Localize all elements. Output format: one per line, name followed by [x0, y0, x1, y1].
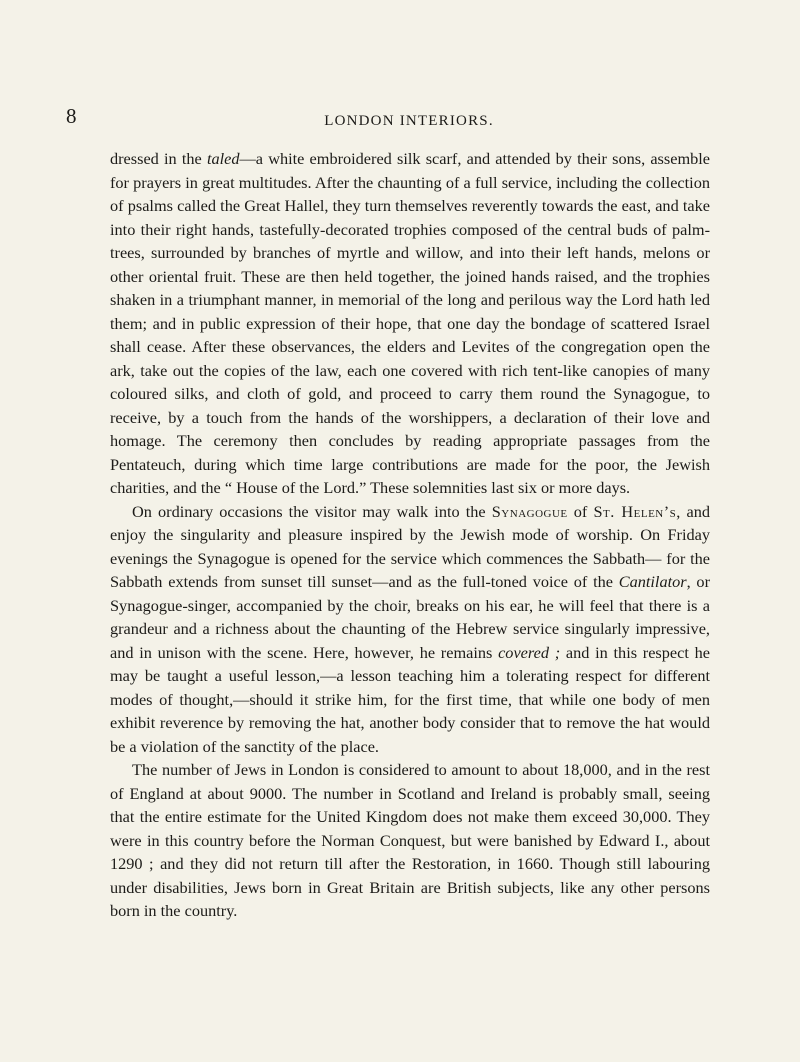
paragraph-3-text-a: The number of Jews in London is considered to amount to about 18,000, and in the rest of England at about 9000. The number in Scotland and Ireland is probably small, seeing that the entire estimate for the United Kingdom does not make them exceed 30,000. They were in this country before the Norman Conquest, but were banished by Edward I., about 1290 ; and they did not return till after the Restoration, in 1660. Though still labouring under disabilities, Jews born in Great Britain are British subjects, like any other persons born in the country.	[110, 760, 710, 920]
page-number: 8	[66, 104, 77, 128]
paragraph-1	[110, 147, 710, 500]
paragraph-1-text-a: dressed in the	[110, 149, 207, 168]
paragraph-2-italic-covered: covered ;	[498, 642, 561, 662]
paragraph-3	[110, 758, 710, 923]
paragraph-2-italic-cantilator: Cantilator	[618, 572, 687, 591]
paragraph-2-text-e: , and enjoy the singularity and pleasure inspired by the Jewish mode of worship. On Friday evenings the Synagogue is opened for the service which commences the Sabbath— for the Sabbath extends from sunset till sunset—and as the full-toned voice of the	[110, 501, 710, 591]
paragraph-2	[110, 500, 710, 759]
paragraph-2-text-i: and in this respect he may be taught a useful lesson,—a lesson teaching him a tolerating respect for different modes of thought,—should it strike him, for the first time, that while one body of men exhibit reverence by removing the hat, another body consider that to remove the hat would be a violation of the sanctity of the place.	[110, 642, 710, 756]
body-text	[110, 147, 710, 923]
paragraph-1-italic-taled: taled	[206, 149, 240, 168]
paragraph-2-text-g: , or Synagogue-singer, accompanied by the choir, breaks on his ear, he will feel that there is a grandeur and a richness about the chaunting of the Hebrew service singularly impressive, and in unison with the scene. Here, however, he remains	[110, 572, 710, 662]
paragraph-2-smallcaps-synagogue: Synagogue	[491, 501, 568, 521]
paragraph-2-text-a: On ordinary occasions the visitor may walk into the	[132, 501, 492, 521]
running-title	[0, 112, 800, 130]
paragraph-2-text-c: of	[567, 501, 594, 521]
paragraph-1-text-c: —a white embroidered silk scarf, and attended by their sons, assemble for prayers in great multitudes. After the chaunting of a full service, including the collection of psalms called the Great Hallel, they turn themselves reverently towards the east, and take into their right hands, tastefully-decorated trophies composed of the central buds of palm-trees, surrounded by branches of myrtle and willow, and into their left hands, melons or other oriental fruit. These are then held together, the joined hands raised, and the trophies shaken in a triumphant manner, in memorial of the long and perilous way the Lord hath led them; and in public expression of their hope, that one day the bondage of scattered Israel shall cease. After these observances, the elders and Levites of the congregation open the ark, take out the copies of the law, each one covered with rich tent-like canopies of many coloured silks, and cloth of gold, and proceed to carry them round the Synagogue, to receive, by a touch from the hands of the worshippers, a declaration of their love and homage. The ceremony then concludes by reading appropriate passages from the Pentateuch, during which time large contributions are made for the poor, the Jewish charities, and the “ House of the Lord.” These solemnities last six or more days.	[110, 149, 710, 497]
paragraph-2-smallcaps-st-helens: St. Helen’s	[593, 501, 677, 521]
running-title-text: LONDON INTERIORS.	[324, 113, 494, 129]
